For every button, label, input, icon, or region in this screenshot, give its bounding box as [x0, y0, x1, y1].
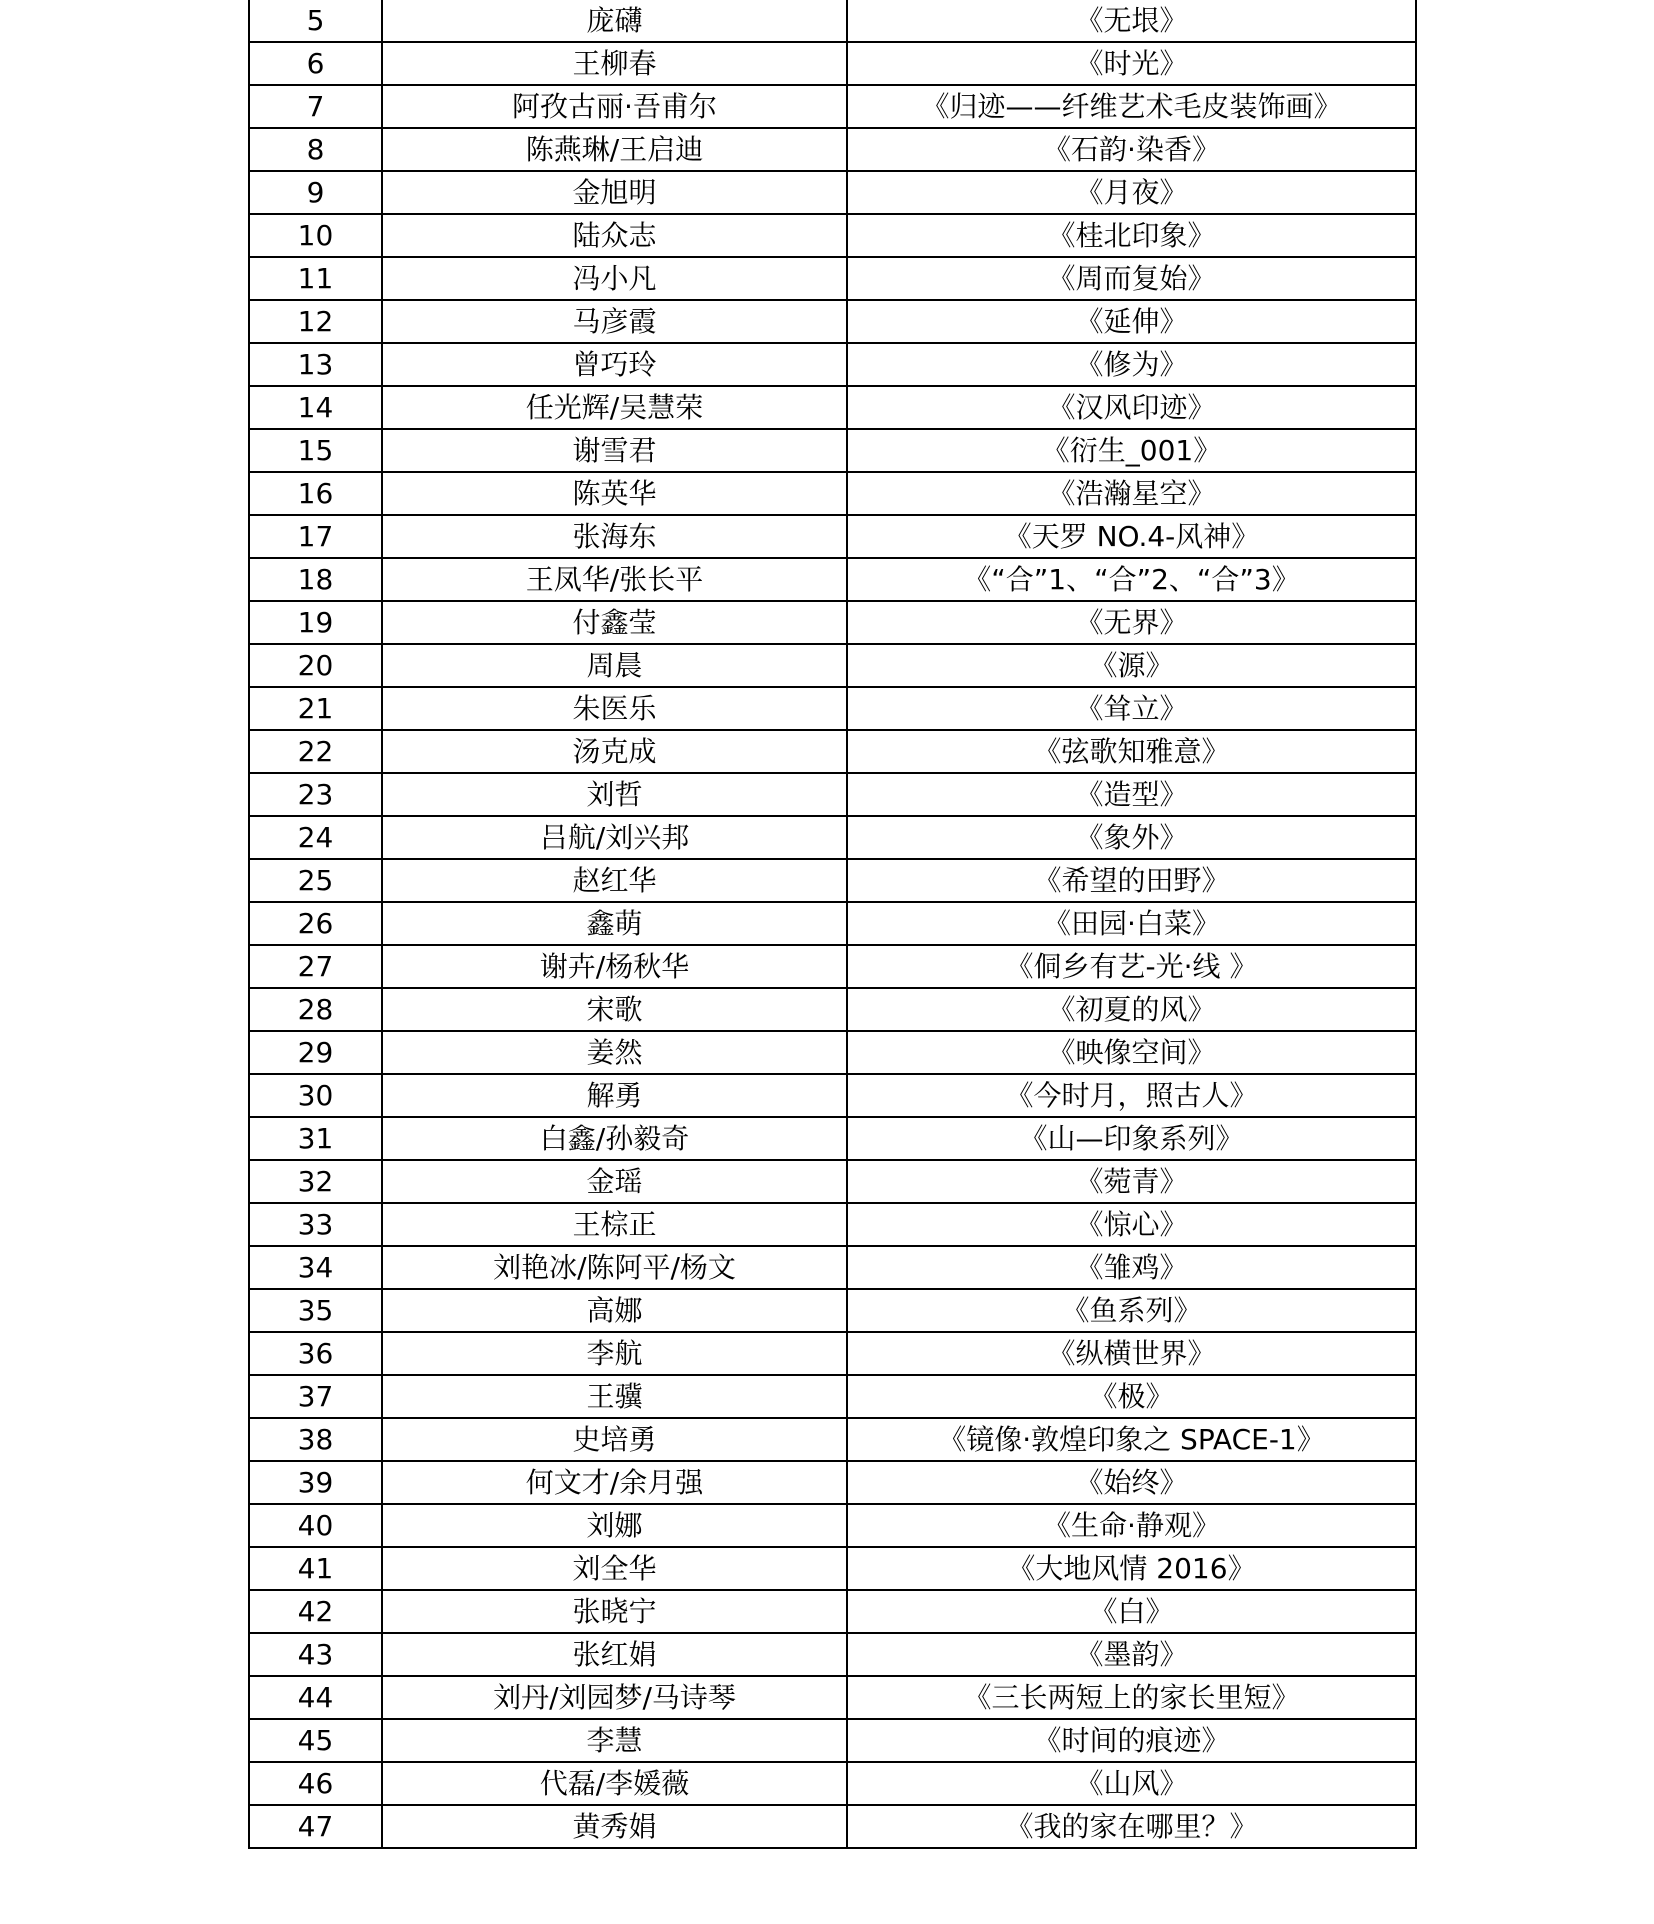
row-number: 33 — [249, 1203, 382, 1246]
table-row — [249, 644, 1416, 687]
work-title: 《田园·白菜》 — [847, 902, 1416, 945]
work-title: 《侗乡有艺-光·线 》 — [847, 945, 1416, 988]
author-name: 刘全华 — [382, 1547, 847, 1590]
table-row — [249, 773, 1416, 816]
table-row — [249, 558, 1416, 601]
table-row — [249, 1031, 1416, 1074]
author-name: 庞礴 — [382, 0, 847, 42]
author-name: 王骥 — [382, 1375, 847, 1418]
author-name: 宋歌 — [382, 988, 847, 1031]
table-row — [249, 1332, 1416, 1375]
table-row — [249, 1590, 1416, 1633]
row-number: 22 — [249, 730, 382, 773]
row-number: 45 — [249, 1719, 382, 1762]
row-number: 28 — [249, 988, 382, 1031]
work-title: 《无垠》 — [847, 0, 1416, 42]
table-row — [249, 386, 1416, 429]
row-number: 27 — [249, 945, 382, 988]
author-name: 刘娜 — [382, 1504, 847, 1547]
row-number: 39 — [249, 1461, 382, 1504]
work-title: 《时间的痕迹》 — [847, 1719, 1416, 1762]
work-title: 《弦歌知雅意》 — [847, 730, 1416, 773]
table-row — [249, 429, 1416, 472]
author-name: 刘艳冰/陈阿平/杨文 — [382, 1246, 847, 1289]
work-title: 《生命·静观》 — [847, 1504, 1416, 1547]
table-row — [249, 171, 1416, 214]
author-name: 冯小凡 — [382, 257, 847, 300]
row-number: 23 — [249, 773, 382, 816]
table-row — [249, 1805, 1416, 1848]
work-title: 《造型》 — [847, 773, 1416, 816]
author-name: 赵红华 — [382, 859, 847, 902]
table-row — [249, 257, 1416, 300]
table-row — [249, 214, 1416, 257]
row-number: 46 — [249, 1762, 382, 1805]
author-name: 朱医乐 — [382, 687, 847, 730]
work-title: 《归迹——纤维艺术毛皮装饰画》 — [847, 85, 1416, 128]
table-row — [249, 1160, 1416, 1203]
work-title: 《纵横世界》 — [847, 1332, 1416, 1375]
author-name: 周晨 — [382, 644, 847, 687]
author-name: 史培勇 — [382, 1418, 847, 1461]
table-row — [249, 859, 1416, 902]
table-row — [249, 1289, 1416, 1332]
work-title: 《耸立》 — [847, 687, 1416, 730]
work-title: 《山—印象系列》 — [847, 1117, 1416, 1160]
author-name: 曾巧玲 — [382, 343, 847, 386]
row-number: 34 — [249, 1246, 382, 1289]
work-title: 《象外》 — [847, 816, 1416, 859]
row-number: 47 — [249, 1805, 382, 1848]
row-number: 37 — [249, 1375, 382, 1418]
work-title: 《惊心》 — [847, 1203, 1416, 1246]
table-row — [249, 1246, 1416, 1289]
author-name: 张海东 — [382, 515, 847, 558]
row-number: 12 — [249, 300, 382, 343]
author-name: 张晓宁 — [382, 1590, 847, 1633]
row-number: 20 — [249, 644, 382, 687]
work-title: 《浩瀚星空》 — [847, 472, 1416, 515]
author-name: 谢雪君 — [382, 429, 847, 472]
author-name: 鑫萌 — [382, 902, 847, 945]
table-row — [249, 1676, 1416, 1719]
table-row — [249, 1762, 1416, 1805]
author-name: 黄秀娟 — [382, 1805, 847, 1848]
author-name: 汤克成 — [382, 730, 847, 773]
author-name: 解勇 — [382, 1074, 847, 1117]
table-row — [249, 128, 1416, 171]
row-number: 9 — [249, 171, 382, 214]
table-row — [249, 1375, 1416, 1418]
author-name: 陈英华 — [382, 472, 847, 515]
author-name: 金瑶 — [382, 1160, 847, 1203]
author-name: 任光辉/吴慧荣 — [382, 386, 847, 429]
work-title: 《始终》 — [847, 1461, 1416, 1504]
table-row — [249, 1117, 1416, 1160]
row-number: 42 — [249, 1590, 382, 1633]
author-name: 何文才/余月强 — [382, 1461, 847, 1504]
work-title: 《延伸》 — [847, 300, 1416, 343]
author-name: 谢卉/杨秋华 — [382, 945, 847, 988]
author-name: 刘哲 — [382, 773, 847, 816]
award-list-table — [248, 0, 1417, 1849]
table-row — [249, 0, 1416, 42]
row-number: 14 — [249, 386, 382, 429]
work-title: 《雏鸡》 — [847, 1246, 1416, 1289]
row-number: 36 — [249, 1332, 382, 1375]
work-title: 《修为》 — [847, 343, 1416, 386]
work-title: 《周而复始》 — [847, 257, 1416, 300]
work-title: 《希望的田野》 — [847, 859, 1416, 902]
table-row — [249, 1504, 1416, 1547]
row-number: 24 — [249, 816, 382, 859]
table-row — [249, 515, 1416, 558]
row-number: 25 — [249, 859, 382, 902]
row-number: 16 — [249, 472, 382, 515]
row-number: 18 — [249, 558, 382, 601]
work-title: 《无界》 — [847, 601, 1416, 644]
row-number: 26 — [249, 902, 382, 945]
author-name: 阿孜古丽·吾甫尔 — [382, 85, 847, 128]
row-number: 15 — [249, 429, 382, 472]
table-row — [249, 816, 1416, 859]
table-row — [249, 988, 1416, 1031]
award-list-body — [249, 0, 1416, 1848]
work-title: 《桂北印象》 — [847, 214, 1416, 257]
table-row — [249, 945, 1416, 988]
table-row — [249, 730, 1416, 773]
row-number: 21 — [249, 687, 382, 730]
work-title: 《月夜》 — [847, 171, 1416, 214]
author-name: 陈燕琳/王启迪 — [382, 128, 847, 171]
row-number: 43 — [249, 1633, 382, 1676]
author-name: 马彦霞 — [382, 300, 847, 343]
author-name: 张红娟 — [382, 1633, 847, 1676]
work-title: 《我的家在哪里？》 — [847, 1805, 1416, 1848]
author-name: 高娜 — [382, 1289, 847, 1332]
work-title: 《大地风情 2016》 — [847, 1547, 1416, 1590]
table-row — [249, 687, 1416, 730]
row-number: 32 — [249, 1160, 382, 1203]
work-title: 《菀青》 — [847, 1160, 1416, 1203]
table-row — [249, 42, 1416, 85]
author-name: 姜然 — [382, 1031, 847, 1074]
work-title: 《汉风印迹》 — [847, 386, 1416, 429]
author-name: 刘丹/刘园梦/马诗琴 — [382, 1676, 847, 1719]
table-row — [249, 343, 1416, 386]
author-name: 王柳春 — [382, 42, 847, 85]
work-title: 《衍生_001》 — [847, 429, 1416, 472]
row-number: 31 — [249, 1117, 382, 1160]
work-title: 《镜像·敦煌印象之 SPACE-1》 — [847, 1418, 1416, 1461]
work-title: 《时光》 — [847, 42, 1416, 85]
author-name: 金旭明 — [382, 171, 847, 214]
table-row — [249, 300, 1416, 343]
table-row — [249, 472, 1416, 515]
row-number: 6 — [249, 42, 382, 85]
work-title: 《鱼系列》 — [847, 1289, 1416, 1332]
table-row — [249, 1461, 1416, 1504]
row-number: 8 — [249, 128, 382, 171]
table-row — [249, 902, 1416, 945]
work-title: 《极》 — [847, 1375, 1416, 1418]
row-number: 30 — [249, 1074, 382, 1117]
table-row — [249, 1633, 1416, 1676]
row-number: 40 — [249, 1504, 382, 1547]
table-row — [249, 1074, 1416, 1117]
work-title: 《源》 — [847, 644, 1416, 687]
author-name: 李航 — [382, 1332, 847, 1375]
row-number: 11 — [249, 257, 382, 300]
author-name: 陆众志 — [382, 214, 847, 257]
author-name: 吕航/刘兴邦 — [382, 816, 847, 859]
author-name: 李慧 — [382, 1719, 847, 1762]
row-number: 10 — [249, 214, 382, 257]
work-title: 《墨韵》 — [847, 1633, 1416, 1676]
row-number: 19 — [249, 601, 382, 644]
work-title: 《“合”1、“合”2、“合”3》 — [847, 558, 1416, 601]
table-row — [249, 1418, 1416, 1461]
row-number: 41 — [249, 1547, 382, 1590]
work-title: 《天罗 NO.4-风神》 — [847, 515, 1416, 558]
work-title: 《映像空间》 — [847, 1031, 1416, 1074]
work-title: 《今时月，照古人》 — [847, 1074, 1416, 1117]
author-name: 王棕正 — [382, 1203, 847, 1246]
table-row — [249, 601, 1416, 644]
row-number: 29 — [249, 1031, 382, 1074]
author-name: 白鑫/孙毅奇 — [382, 1117, 847, 1160]
table-row — [249, 85, 1416, 128]
table-row — [249, 1719, 1416, 1762]
row-number: 13 — [249, 343, 382, 386]
row-number: 5 — [249, 0, 382, 42]
work-title: 《石韵·染香》 — [847, 128, 1416, 171]
row-number: 17 — [249, 515, 382, 558]
table-row — [249, 1547, 1416, 1590]
row-number: 44 — [249, 1676, 382, 1719]
work-title: 《三长两短上的家长里短》 — [847, 1676, 1416, 1719]
row-number: 35 — [249, 1289, 382, 1332]
work-title: 《初夏的风》 — [847, 988, 1416, 1031]
author-name: 王凤华/张长平 — [382, 558, 847, 601]
row-number: 7 — [249, 85, 382, 128]
row-number: 38 — [249, 1418, 382, 1461]
work-title: 《白》 — [847, 1590, 1416, 1633]
author-name: 付鑫莹 — [382, 601, 847, 644]
author-name: 代磊/李媛薇 — [382, 1762, 847, 1805]
work-title: 《山风》 — [847, 1762, 1416, 1805]
table-row — [249, 1203, 1416, 1246]
